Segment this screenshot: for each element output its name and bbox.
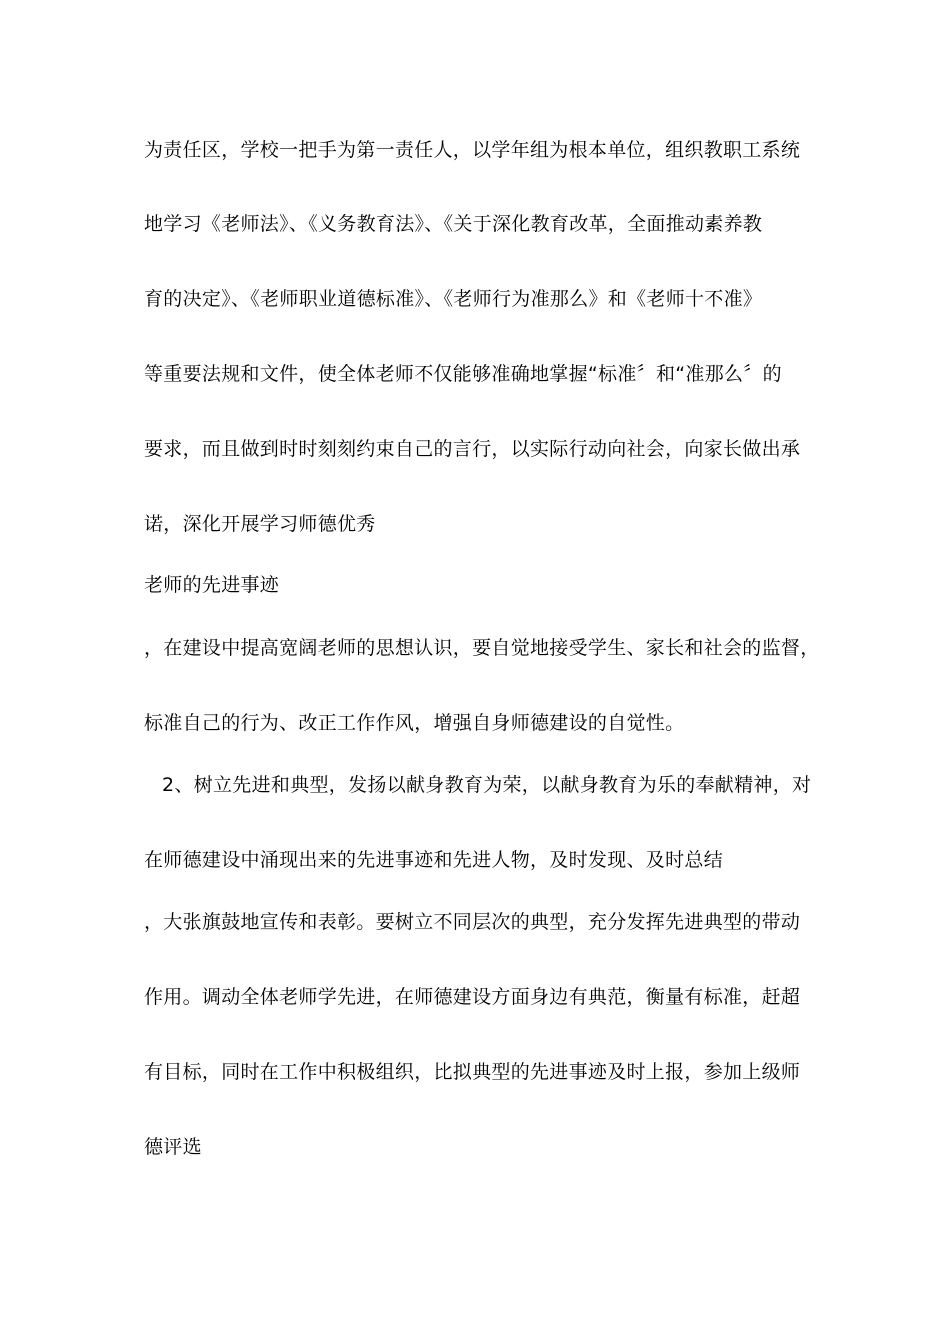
- text-line-13: 作用。调动全体老师学先进，在师德建设方面身边有典范，衡量有标准，赶超: [144, 986, 801, 1008]
- text-line-3: 育的决定》、《老师职业道德标准》、《老师行为准那么》和《老师十不准》: [144, 288, 763, 310]
- text-line-14: 有目标，同时在工作中积极组织，比拟典型的先进事迹及时上报，参加上级师: [144, 1061, 801, 1083]
- text-line-5: 要求，而且做到时时刻刻约束自己的言行，以实际行动向社会，向家长做出承: [144, 438, 801, 460]
- text-line-6: 诺，深化开展学习师德优秀: [144, 513, 376, 535]
- text-line-12: ，大张旗鼓地宣传和表彰。要树立不同层次的典型，充分发挥先进典型的带动: [144, 911, 801, 933]
- text-line-8: ，在建设中提高宽阔老师的思想认识，要自觉地接受学生、家长和社会的监督，: [144, 637, 820, 659]
- text-line-4: 等重要法规和文件，使全体老师不仅能够准确地掌握“标准〞和“准那么〞的: [144, 363, 782, 385]
- text-line-15: 德评选: [144, 1136, 202, 1158]
- text-line-1: 为责任区，学校一把手为第一责任人，以学年组为根本单位，组织教职工系统: [144, 139, 801, 161]
- text-line-9: 标准自己的行为、改正工作作风，增强自身师德建设的自觉性。: [144, 712, 685, 734]
- text-line-7: 老师的先进事迹: [144, 574, 280, 596]
- text-line-2: 地学习《老师法》、《义务教育法》、《关于深化教育改革，全面推动素养教: [144, 213, 763, 235]
- text-line-11: 在师德建设中涌现出来的先进事迹和先进人物，及时发现、及时总结: [144, 849, 724, 871]
- text-line-10: 2、树立先进和典型，发扬以献身教育为荣，以献身教育为乐的奉献精神，对: [162, 774, 812, 796]
